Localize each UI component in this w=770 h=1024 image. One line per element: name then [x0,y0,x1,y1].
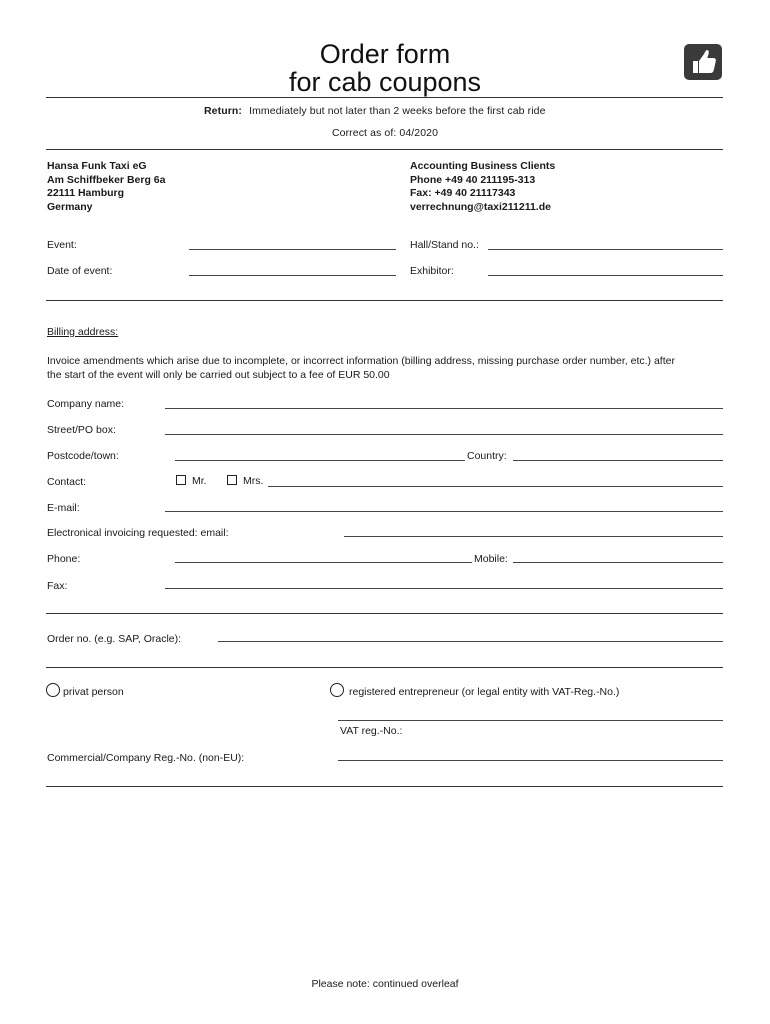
company-name-label: Company name: [47,398,125,410]
phone-label: Phone: [47,553,81,565]
footer-note: Please note: continued overleaf [311,978,459,990]
event-divider [46,300,723,301]
hall-stand-field[interactable] [488,249,723,250]
order-divider [46,667,723,668]
street-field[interactable] [165,434,723,435]
country-label: Country: [467,450,507,462]
fax-field[interactable] [165,588,723,589]
postcode-label: Postcode/town: [47,450,119,462]
mr-label: Mr. [192,475,207,487]
order-no-label: Order no. (e.g. SAP, Oracle): [47,633,182,645]
hall-stand-label: Hall/Stand no.: [410,239,479,251]
date-of-event-field[interactable] [189,275,396,276]
einvoice-label: Electronical invoicing requested: email: [47,527,229,539]
billing-notice [47,354,727,382]
einvoice-field[interactable] [344,536,723,537]
date-of-event-label: Date of event: [47,265,113,277]
entity-divider [46,786,723,787]
commercial-reg-field[interactable] [338,760,723,761]
accounting-line2: Phone +49 40 211195-313 [410,173,536,186]
mrs-checkbox[interactable] [227,475,237,485]
mrs-option[interactable] [227,475,263,487]
billing-notice-line1: Invoice amendments which arise due to incomplete, or incorrect information (billing address, missing purchase order number, etc.) after [47,355,675,367]
commercial-reg-label: Commercial/Company Reg.-No. (non-EU): [47,752,245,764]
vat-reg-label: VAT reg.-No.: [340,725,403,737]
billing-divider [46,613,723,614]
street-label: Street/PO box: [47,424,116,436]
thumbs-up-icon [684,44,722,80]
phone-field[interactable] [175,562,472,563]
postcode-field[interactable] [175,460,465,461]
exhibitor-field[interactable] [488,275,723,276]
order-no-field[interactable] [218,641,723,642]
accounting-contact [410,160,555,214]
country-field[interactable] [513,460,723,461]
page-title-line2: for cab coupons [288,67,482,97]
entrepreneur-field[interactable] [338,720,723,721]
contact-field[interactable] [268,486,723,487]
private-person-label: privat person [63,686,124,698]
company-name-field[interactable] [165,408,723,409]
entrepreneur-radio[interactable] [330,683,344,697]
sender-line4: Germany [47,200,93,213]
fax-label: Fax: [47,580,68,592]
accounting-line4: verrechnung@taxi211211.de [410,200,551,213]
event-label: Event: [47,239,77,251]
address-divider [46,149,723,150]
return-label: Return: [204,105,243,117]
sender-address [47,160,165,214]
header-divider [46,97,723,98]
billing-notice-line2: the start of the event will only be carried out subject to a fee of EUR 50.00 [47,369,390,381]
return-text: Immediately but not later than 2 weeks before the first cab ride [249,105,546,117]
mrs-label: Mrs. [243,475,264,487]
email-label: E-mail: [47,502,80,514]
mr-checkbox[interactable] [176,475,186,485]
exhibitor-label: Exhibitor: [410,265,454,277]
accounting-line1: Accounting Business Clients [410,160,556,172]
mobile-field[interactable] [513,562,723,563]
event-field[interactable] [189,249,396,250]
private-person-radio[interactable] [46,683,60,697]
mobile-label: Mobile: [474,553,508,565]
sender-line3: 22111 Hamburg [47,187,125,199]
return-line [204,105,546,117]
accounting-line3: Fax: +49 40 21117343 [410,187,516,199]
email-field[interactable] [165,511,723,512]
billing-heading: Billing address: [47,326,119,338]
contact-label: Contact: [47,476,87,488]
correct-as-of: Correct as of: 04/2020 [331,127,439,139]
sender-line2: Am Schiffbeker Berg 6a [47,173,166,186]
entrepreneur-label: registered entrepreneur (or legal entity with VAT-Reg.-No.) [349,686,620,698]
mr-option[interactable] [176,475,207,487]
page-title-line1: Order form [319,39,451,69]
sender-line1: Hansa Funk Taxi eG [47,160,147,172]
